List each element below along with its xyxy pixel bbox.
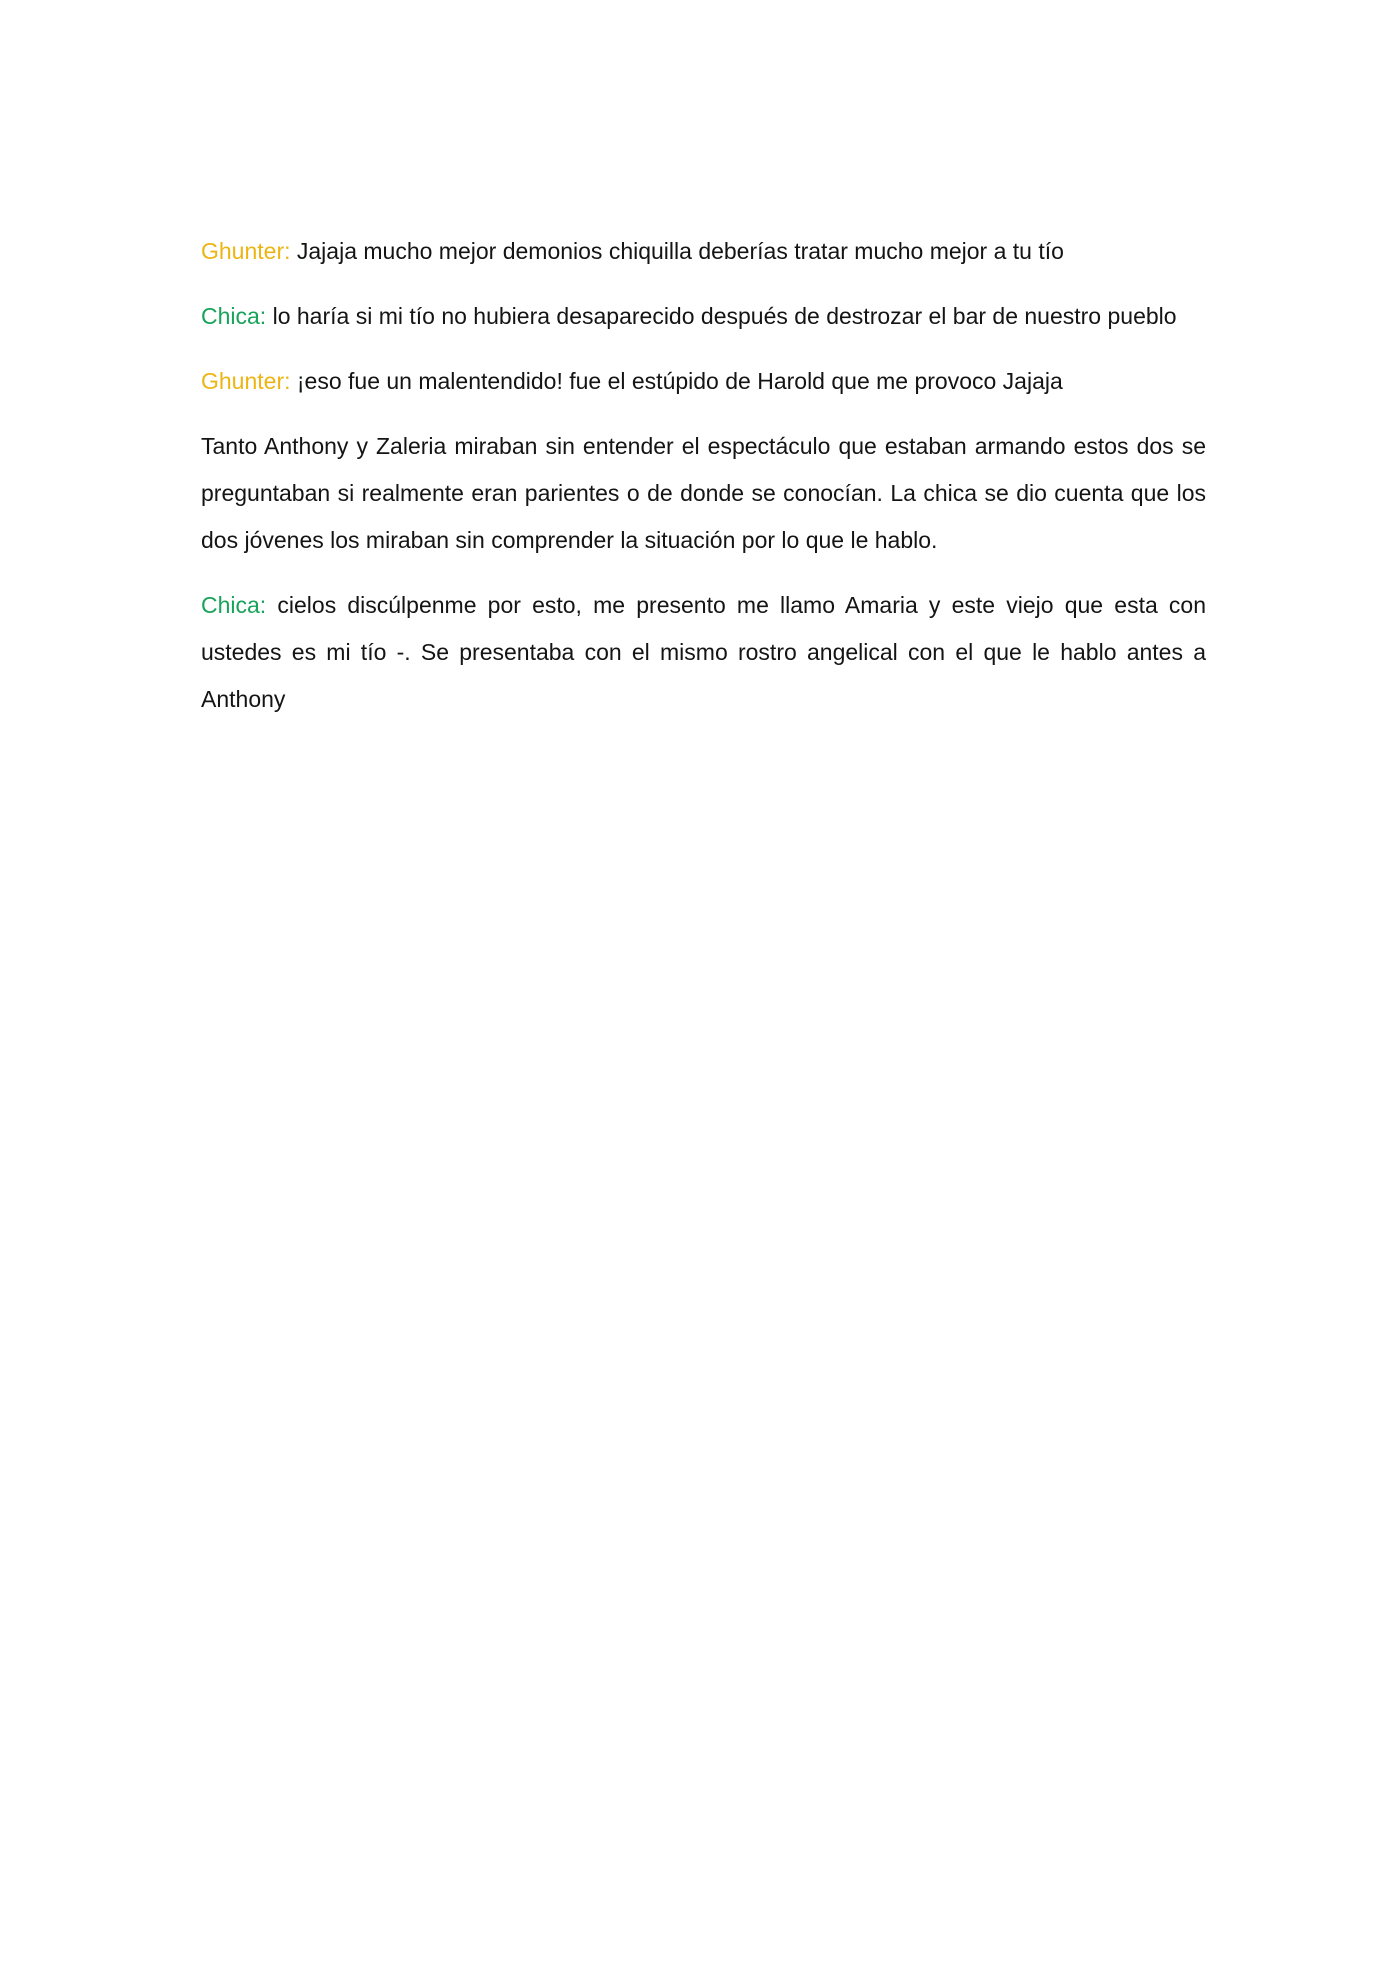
speaker-label: Chica: [201,303,267,329]
dialogue-text: cielos discúlpenme por esto, me presento me llamo Amaria y este viejo que esta con ustedes es mi tío -. Se presentaba con el mismo rostro angelical con el que le hablo antes a Anthony [201,592,1207,712]
narration-paragraph [201,423,1206,564]
speaker-label: Chica: [201,592,267,618]
document-body [201,228,1206,741]
speaker-label: Ghunter: [201,238,291,264]
dialogue-text: Jajaja mucho mejor demonios chiquilla deberías tratar mucho mejor a tu tío [296,238,1064,264]
narration-text: Tanto Anthony y Zaleria miraban sin entender el espectáculo que estaban armando estos dos se preguntaban si realmente eran parientes o de donde se conocían. La chica se dio cuenta que los dos jóvenes los miraban sin comprender la situación por lo que le hablo. [201,433,1206,553]
dialogue-paragraph [201,293,1206,340]
speaker-label: Ghunter: [201,368,291,394]
dialogue-paragraph [201,582,1206,723]
dialogue-paragraph [201,358,1206,405]
dialogue-text: ¡eso fue un malentendido! fue el estúpido de Harold que me provoco Jajaja [296,368,1063,394]
dialogue-text: lo haría si mi tío no hubiera desaparecido después de destrozar el bar de nuestro pueblo [272,303,1177,329]
dialogue-paragraph [201,228,1206,275]
